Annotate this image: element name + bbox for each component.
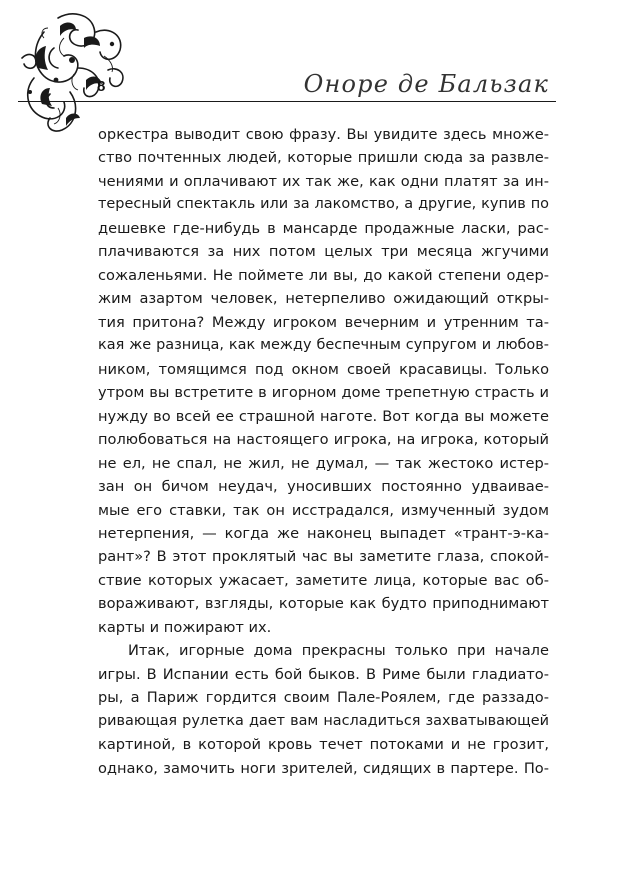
text-line: ривающая рулетка дает вам насладиться захватывающей (98, 712, 549, 729)
header-rule (18, 101, 556, 102)
page-number: 8 (97, 78, 106, 95)
text-line: нетерпения, — когда же наконец выпадет «трант-э-ка- (98, 524, 549, 542)
text-line: чениями и оплачивают их так же, как одни платят за ин- (98, 172, 549, 190)
text-line: игры. В Испании есть бой быков. В Риме были гладиато- (98, 665, 549, 683)
text-line: кая же разница, как между беспечным супругом и любов- (98, 337, 549, 354)
text-line: полюбоваться на настоящего игрока, на игрока, который (98, 431, 549, 449)
text-line: не ел, не спал, не жил, не думал, — так жестоко истер- (98, 454, 549, 472)
text-line: ры, а Париж гордится своим Пале-Роялем, где раззадо- (98, 689, 549, 707)
text-line: плачиваются за них потом целых три месяца жгучими (98, 243, 549, 261)
text-line: ство почтенных людей, которые пришли сюда за развле- (98, 149, 549, 167)
text-line: картиной, в которой кровь течет потоками и не грозит, (98, 736, 549, 754)
text-line: зан он бичом неудач, уносивших постоянно удваивае- (98, 478, 549, 496)
text-line: однако, замочить ноги зрителей, сидящих в партере. По- (98, 759, 549, 777)
text-line: тересный спектакль или за лакомство, а другие, купив по (98, 196, 549, 213)
paragraph-end-line: карты и пожирают их. (98, 618, 272, 636)
text-line: вораживают, взгляды, которые как будто приподнимают (98, 595, 549, 613)
text-line: дешевке где-нибудь в мансарде продажные ласки, рас- (98, 219, 549, 237)
text-line: утром вы встретите в игорном доме трепетную страсть и (98, 384, 549, 402)
floral-ornament-icon (14, 8, 136, 136)
text-line: сожаленьями. Не поймете ли вы, до какой степени одер- (98, 266, 549, 284)
text-line: жим азартом человек, нетерпеливо ожидающий откры- (98, 290, 549, 308)
text-line: нужду во всей ее страшной наготе. Вот когда вы можете (98, 407, 549, 425)
running-head-author: Оноре де Бальзак (303, 70, 549, 98)
text-line: тия притона? Между игроком вечерним и утренним та- (98, 313, 549, 331)
body-text (98, 123, 549, 780)
text-line: рант»? В этот проклятый час вы заметите глаза, спокой- (98, 548, 549, 566)
text-line: оркестра выводит свою фразу. Вы увидите здесь множе- (98, 126, 549, 143)
paragraph-first-line: Итак, игорные дома прекрасны только при начале (128, 642, 549, 660)
text-line: ствие которых ужасает, заметите лица, которые вас об- (98, 571, 549, 589)
text-line: ником, томящимся под окном своей красавицы. Только (98, 360, 549, 378)
text-line: мые его ставки, так он исстрадался, измученный зудом (98, 501, 549, 519)
